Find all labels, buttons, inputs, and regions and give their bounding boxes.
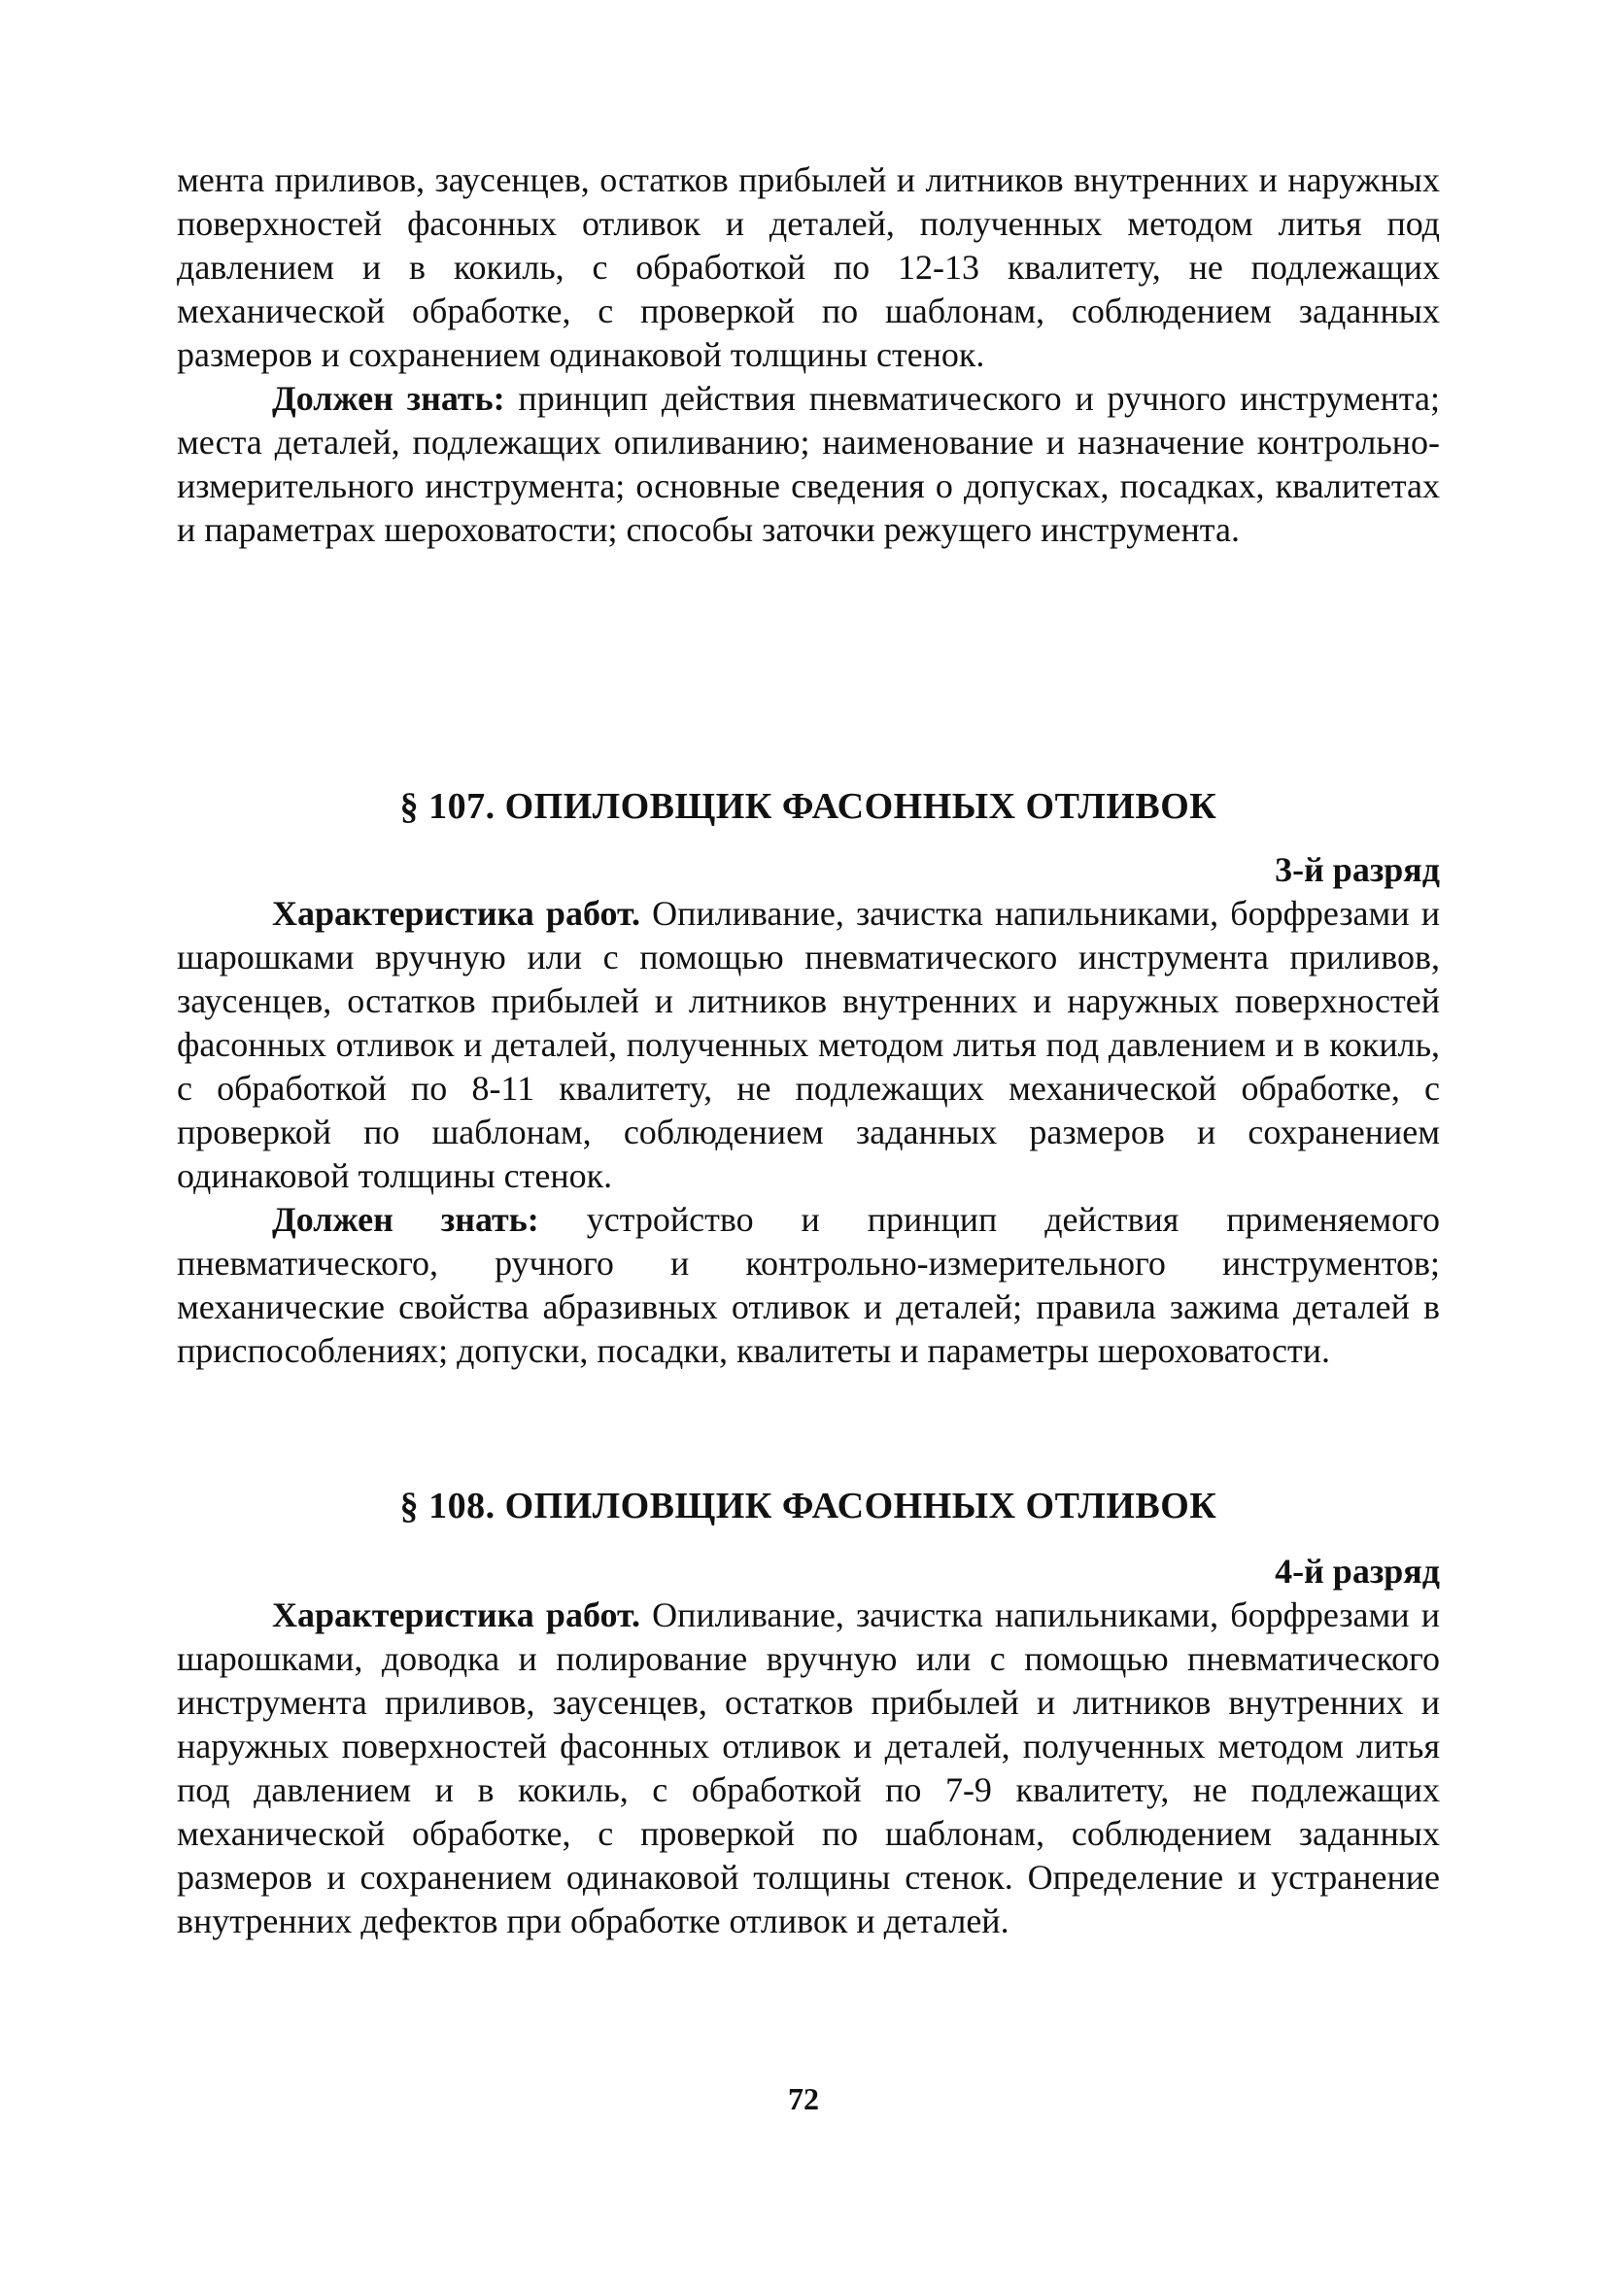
section-107-body <box>177 892 1440 1373</box>
intro-paragraph-2-lead: Должен знать: <box>272 379 505 418</box>
section-108-grade: 4-й разряд <box>1275 1552 1440 1591</box>
section-107-paragraph-1 <box>177 892 1440 1198</box>
intro-block <box>177 158 1440 552</box>
section-108-title: § 108. ОПИЛОВЩИК ФАСОННЫХ ОТЛИВОК <box>399 1486 1217 1526</box>
section-107-paragraph-2 <box>177 1198 1440 1373</box>
section-107-paragraph-1-text: Опиливание, зачистка напильниками, борфрезами и шарошками вручную или с помощью пневматического инструмента приливов, заусенцев, остатков прибылей и литников внутренних и наружных поверхностей фасонных отливок и деталей, полученных методом литья под давлением и в кокиль, с обработкой по 8-11 квалитету, не подлежащих механической обработке, с проверкой по шаблонам, соблюдением заданных размеров и сохранением одинаковой толщины стенок. <box>177 894 1440 1195</box>
intro-paragraph-2-text: принцип действия пневматического и ручного инструмента; места деталей, подлежащих опиливанию; наименование и назначение контрольно-измерительного инструмента; основные сведения о допусках, посадках, квалитетах и параметрах шероховатости; способы заточки режущего инструмента. <box>177 379 1440 549</box>
intro-paragraph-1: мента приливов, заусенцев, остатков прибылей и литников внутренних и наружных поверхностей фасонных отливок и деталей, полученных методом литья под давлением и в кокиль, с обработкой по 12-13 квалитету, не подлежащих механической обработке, с проверкой по шаблонам, соблюдением заданных размеров и сохранением одинаковой толщины стенок. <box>177 160 1440 374</box>
section-108-paragraph-1-lead: Характеристика работ. <box>272 1595 640 1634</box>
section-108-paragraph-1 <box>177 1593 1440 1943</box>
page-number: 72 <box>788 2081 819 2116</box>
section-108-body <box>177 1593 1440 1943</box>
section-107-title: § 107. ОПИЛОВЩИК ФАСОННЫХ ОТЛИВОК <box>399 786 1217 827</box>
section-107-paragraph-2-lead: Должен знать: <box>272 1200 539 1239</box>
intro-paragraph-2 <box>177 377 1440 552</box>
section-107-paragraph-2-text: устройство и принцип действия применяемого пневматического, ручного и контрольно-измерительного инструментов; механические свойства абразивных отливок и деталей; правила зажима деталей в приспособлениях; допуски, посадки, квалитеты и параметры шероховатости. <box>177 1200 1441 1370</box>
section-108-paragraph-1-text: Опиливание, зачистка напильниками, борфрезами и шарошками, доводка и полирование вручную или с помощью пневматического инструмента приливов, заусенцев, остатков прибылей и литников внутренних и наружных поверхностей фасонных отливок и деталей, полученных методом литья под давлением и в кокиль, с обработкой по 7-9 квалитету, не подлежащих механической обработке, с проверкой по шаблонам, соблюдением заданных размеров и сохранением одинаковой толщины стенок. Определение и устранение внутренних дефектов при обработке отливок и деталей. <box>177 1595 1440 1940</box>
section-107-grade: 3-й разряд <box>1275 850 1440 889</box>
section-107-paragraph-1-lead: Характеристика работ. <box>272 894 640 933</box>
